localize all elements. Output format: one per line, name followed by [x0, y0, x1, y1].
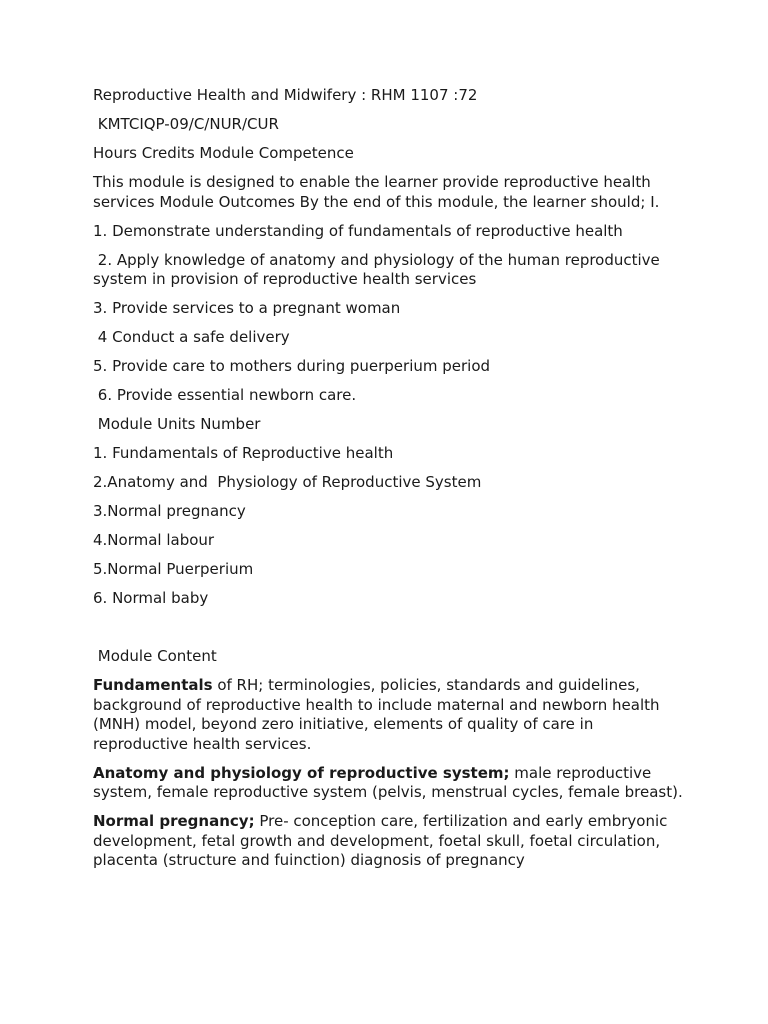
outcome-item: 2. Apply knowledge of anatomy and physiology of the human reproductive system in provision of reproductive health services [93, 250, 665, 288]
content-term: Normal pregnancy; [93, 812, 255, 830]
outcome-item: 6. Provide essential newborn care. [93, 386, 357, 404]
unit-item: 2.Anatomy and Physiology of Reproductive System [93, 473, 482, 491]
outcome-item: 5. Provide care to mothers during puerperium period [93, 357, 491, 375]
content-paragraph-anatomy [93, 764, 683, 803]
unit-item: 3.Normal pregnancy [93, 502, 246, 520]
units-heading: Module Units Number [93, 415, 261, 433]
outcome-item: 3. Provide services to a pregnant woman [93, 299, 401, 317]
document-title: Reproductive Health and Midwifery : RHM 1107 :72 [93, 86, 478, 104]
curriculum-code: KMTCIQP-09/C/NUR/CUR [93, 115, 279, 133]
content-term: Fundamentals [93, 676, 213, 694]
unit-item: 4.Normal labour [93, 531, 215, 549]
header-row: Hours Credits Module Competence [93, 144, 354, 162]
content-heading: Module Content [93, 647, 217, 665]
content-term: Anatomy and physiology of reproductive system; [93, 763, 510, 782]
content-text: male reproductive system, female reproductive system (pelvis, menstrual cycles, female breast). [93, 763, 683, 801]
content-text: Pre- conception care, fertilization and early embryonic development, fetal growth and development, foetal skull, foetal circulation, placenta (structure and fuinction) diagnosis of pregnancy [93, 812, 673, 869]
content-paragraph-pregnancy [93, 812, 683, 871]
unit-item: 6. Normal baby [93, 589, 209, 607]
outcome-item: 1. Demonstrate understanding of fundamentals of reproductive health [93, 221, 623, 240]
unit-item: 5.Normal Puerperium [93, 560, 254, 578]
outcome-item: 4 Conduct a safe delivery [93, 328, 290, 346]
content-text: of RH; terminologies, policies, standards and guidelines, background of reproductive health to include maternal and newborn health (MNH) model, beyond zero initiative, elements of quality of care in reproductive health services. [93, 676, 665, 753]
document-page [93, 86, 683, 880]
intro-paragraph: This module is designed to enable the learner provide reproductive health services Module Outcomes By the end of this module, the learner should; I. [93, 173, 660, 211]
unit-item: 1. Fundamentals of Reproductive health [93, 444, 394, 462]
content-paragraph-fundamentals [93, 676, 683, 754]
blank-line [93, 618, 683, 647]
